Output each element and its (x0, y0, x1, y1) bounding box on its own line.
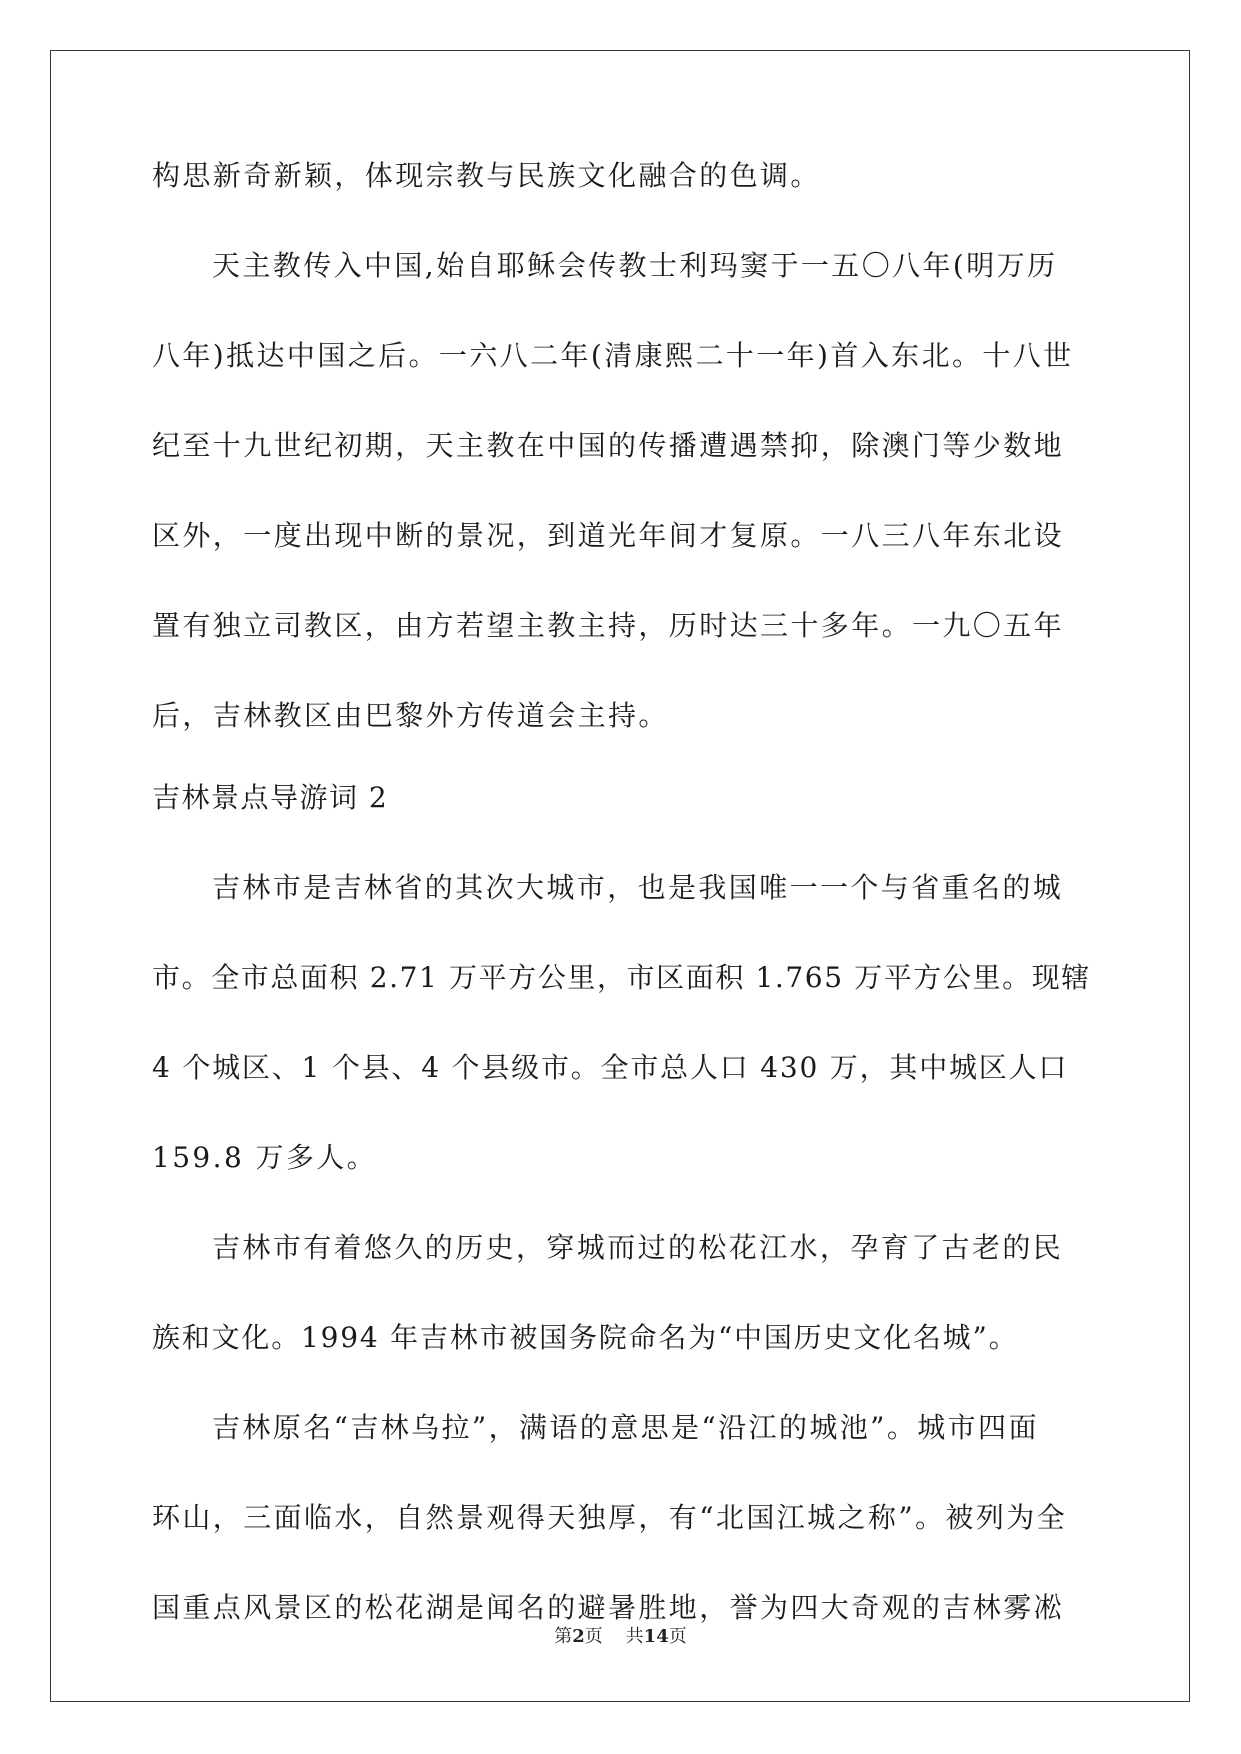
text-line: 市。全市总面积 2.71 万平方公里，市区面积 1.765 万平方公里。现辖 (152, 961, 1091, 994)
text-line: 区外，一度出现中断的景况，到道光年间才复原。一八三八年东北设 (152, 519, 1065, 552)
text-line: 吉林市是吉林省的其次大城市，也是我国唯一一个与省重名的城 (212, 871, 1064, 904)
text-line: 吉林原名“吉林乌拉”，满语的意思是“沿江的城池”。城市四面 (212, 1411, 1039, 1444)
text-line: 吉林市有着悠久的历史，穿城而过的松花江水，孕育了古老的民 (212, 1231, 1064, 1264)
text-line: 4 个城区、1 个县、4 个县级市。全市总人口 430 万，其中城区人口 (152, 1051, 1069, 1084)
text-line: 族和文化。1994 年吉林市被国务院命名为“中国历史文化名城”。 (152, 1321, 1019, 1354)
text-line: 159.8 万多人。 (152, 1141, 378, 1174)
text-line: 构思新奇新颖，体现宗教与民族文化融合的色调。 (152, 159, 821, 192)
total-pages: 14 (643, 1626, 669, 1647)
text-line: 天主教传入中国,始自耶稣会传教士利玛窦于一五〇八年(明万历 (212, 249, 1058, 282)
footer-total-prefix: 共 (625, 1626, 644, 1647)
text-line: 置有独立司教区，由方若望主教主持，历时达三十多年。一九〇五年 (152, 609, 1065, 642)
footer-total-suffix: 页 (668, 1626, 687, 1647)
footer-prefix: 第 (554, 1626, 573, 1647)
section-heading: 吉林景点导游词 2 (152, 781, 389, 814)
text-line: 后，吉林教区由巴黎外方传道会主持。 (152, 699, 669, 732)
text-line: 纪至十九世纪初期，天主教在中国的传播遭遇禁抑，除澳门等少数地 (152, 429, 1065, 462)
page-number: 2 (572, 1626, 585, 1647)
text-line: 环山，三面临水，自然景观得天独厚，有“北国江城之称”。被列为全 (152, 1501, 1068, 1534)
text-line: 国重点风景区的松花湖是闻名的避暑胜地，誉为四大奇观的吉林雾凇 (152, 1591, 1065, 1624)
footer-page-suffix: 页 (584, 1626, 603, 1647)
text-line: 八年)抵达中国之后。一六八二年(清康熙二十一年)首入东北。十八世 (152, 339, 1074, 372)
page-footer (0, 1622, 1241, 1648)
